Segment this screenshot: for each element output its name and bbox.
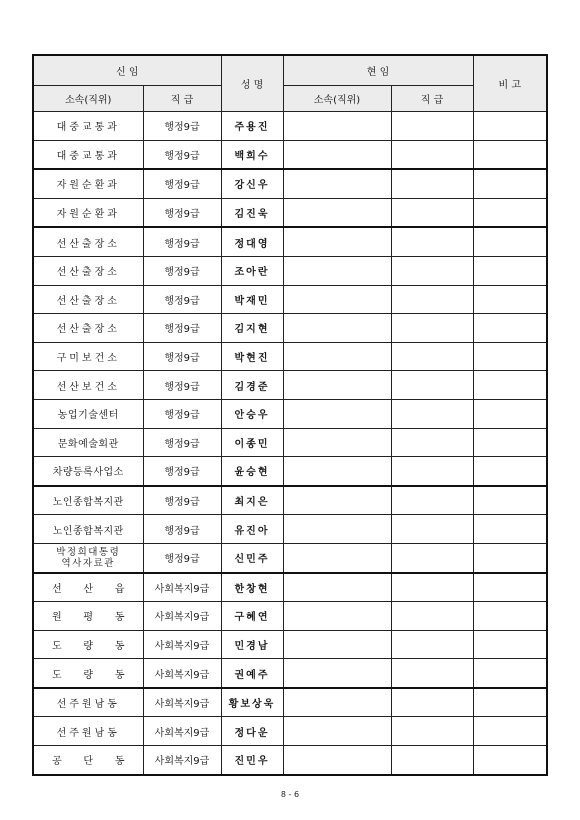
row-org: 문화예술회관 [33, 428, 143, 457]
table-row [33, 602, 547, 631]
row-org-char: 공 [52, 756, 62, 768]
row-org: 선산출장소 [33, 256, 143, 285]
row-cur-dept [283, 688, 391, 717]
row-name: 박재민 [221, 285, 283, 314]
row-grade: 사회복지9급 [143, 746, 221, 775]
row-remarks [473, 630, 547, 659]
row-org: 선산출장소 [33, 227, 143, 256]
row-remarks [473, 169, 547, 198]
row-grade: 행정9급 [143, 314, 221, 343]
row-name: 안승우 [221, 399, 283, 428]
row-remarks [473, 746, 547, 775]
row-remarks [473, 543, 547, 572]
header-new-post: 신 임 [33, 55, 221, 86]
row-cur-dept [283, 602, 391, 631]
row-org: 자원순환과 [33, 198, 143, 227]
table-row [33, 486, 547, 515]
row-name: 황보상욱 [221, 688, 283, 717]
table-row [33, 543, 547, 572]
row-grade: 사회복지9급 [143, 630, 221, 659]
row-cur-dept [283, 630, 391, 659]
row-org-char: 동 [114, 669, 125, 681]
row-remarks [473, 285, 547, 314]
header-new-dept: 소속(직위) [33, 86, 143, 112]
row-name: 최지은 [221, 486, 283, 515]
row-org-line1: 박정희대통령 [56, 546, 121, 558]
row-cur-grade [391, 659, 473, 688]
row-cur-grade [391, 602, 473, 631]
table-row [33, 659, 547, 688]
table-row [33, 140, 547, 169]
table-row [33, 573, 547, 602]
page-number: 8 - 6 [280, 790, 300, 799]
header-name: 성 명 [221, 55, 283, 112]
row-grade: 행정9급 [143, 486, 221, 515]
row-cur-dept [283, 140, 391, 169]
row-org-char: 읍 [114, 583, 125, 595]
row-remarks [473, 602, 547, 631]
row-remarks [473, 486, 547, 515]
row-name: 박현진 [221, 342, 283, 371]
row-cur-grade [391, 342, 473, 371]
row-remarks [473, 515, 547, 544]
row-remarks [473, 457, 547, 486]
row-org-char: 원 [52, 612, 62, 624]
row-name: 정다운 [221, 717, 283, 746]
row-grade: 행정9급 [143, 227, 221, 256]
table-row [33, 399, 547, 428]
row-org: 구미보건소 [33, 342, 143, 371]
row-remarks [473, 140, 547, 169]
row-org [33, 746, 143, 775]
row-org-char: 동 [114, 756, 125, 768]
row-remarks [473, 371, 547, 400]
row-org-char: 단 [83, 756, 94, 768]
row-org: 대중교통과 [33, 112, 143, 141]
row-remarks [473, 227, 547, 256]
row-name: 민경남 [221, 630, 283, 659]
row-cur-grade [391, 285, 473, 314]
row-org [33, 602, 143, 631]
row-org [33, 543, 143, 572]
header-current-post: 현 임 [283, 55, 473, 86]
row-name: 권예주 [221, 659, 283, 688]
row-cur-dept [283, 112, 391, 141]
row-org-char: 도 [52, 669, 62, 681]
row-cur-grade [391, 227, 473, 256]
row-cur-dept [283, 543, 391, 572]
row-org: 농업기술센터 [33, 399, 143, 428]
table-row [33, 314, 547, 343]
row-remarks [473, 342, 547, 371]
row-cur-dept [283, 486, 391, 515]
row-org-char: 도 [52, 640, 62, 652]
row-name: 백희수 [221, 140, 283, 169]
table-row [33, 630, 547, 659]
row-cur-dept [283, 659, 391, 688]
row-cur-grade [391, 573, 473, 602]
row-cur-grade [391, 688, 473, 717]
row-cur-dept [283, 457, 391, 486]
table-row [33, 285, 547, 314]
row-cur-grade [391, 399, 473, 428]
row-cur-dept [283, 342, 391, 371]
header-cur-dept: 소속(직위) [283, 86, 391, 112]
row-name: 한창현 [221, 573, 283, 602]
row-remarks [473, 256, 547, 285]
row-grade: 사회복지9급 [143, 602, 221, 631]
row-remarks [473, 688, 547, 717]
row-remarks [473, 112, 547, 141]
table-row [33, 256, 547, 285]
row-org: 선산출장소 [33, 314, 143, 343]
row-cur-grade [391, 717, 473, 746]
row-grade: 행정9급 [143, 169, 221, 198]
row-grade: 사회복지9급 [143, 573, 221, 602]
row-name: 조아란 [221, 256, 283, 285]
row-cur-grade [391, 746, 473, 775]
row-grade: 행정9급 [143, 371, 221, 400]
row-grade: 행정9급 [143, 342, 221, 371]
row-cur-dept [283, 746, 391, 775]
row-name: 윤승현 [221, 457, 283, 486]
header-remarks: 비 고 [473, 55, 547, 112]
row-name: 구혜연 [221, 602, 283, 631]
row-org-line2: 역사자료관 [61, 557, 115, 569]
row-remarks [473, 659, 547, 688]
row-name: 강신우 [221, 169, 283, 198]
row-grade: 행정9급 [143, 399, 221, 428]
row-cur-dept [283, 169, 391, 198]
row-cur-dept [283, 515, 391, 544]
row-name: 이종민 [221, 428, 283, 457]
row-grade: 행정9급 [143, 140, 221, 169]
table-row [33, 717, 547, 746]
row-name: 정대영 [221, 227, 283, 256]
row-org: 대중교통과 [33, 140, 143, 169]
row-grade: 행정9급 [143, 198, 221, 227]
row-cur-dept [283, 256, 391, 285]
row-cur-grade [391, 543, 473, 572]
row-grade: 사회복지9급 [143, 717, 221, 746]
row-org [33, 630, 143, 659]
row-org: 노인종합복지관 [33, 515, 143, 544]
row-org-char: 선 [52, 583, 62, 595]
row-name: 김지현 [221, 314, 283, 343]
row-cur-grade [391, 314, 473, 343]
row-grade: 행정9급 [143, 515, 221, 544]
row-org: 선주원남동 [33, 717, 143, 746]
row-name: 김경준 [221, 371, 283, 400]
row-remarks [473, 198, 547, 227]
row-org-char: 량 [83, 640, 94, 652]
row-cur-dept [283, 198, 391, 227]
table-row [33, 457, 547, 486]
personnel-table [32, 54, 548, 776]
row-cur-dept [283, 428, 391, 457]
row-remarks [473, 314, 547, 343]
table-row [33, 515, 547, 544]
row-cur-grade [391, 371, 473, 400]
row-remarks [473, 428, 547, 457]
row-cur-grade [391, 630, 473, 659]
row-org-char: 동 [114, 612, 125, 624]
row-org [33, 659, 143, 688]
row-grade: 행정9급 [143, 112, 221, 141]
row-grade: 사회복지9급 [143, 688, 221, 717]
table-row [33, 227, 547, 256]
row-cur-dept [283, 371, 391, 400]
table-row [33, 112, 547, 141]
row-cur-grade [391, 112, 473, 141]
row-org: 노인종합복지관 [33, 486, 143, 515]
row-grade: 행정9급 [143, 543, 221, 572]
table-row [33, 198, 547, 227]
header-new-grade: 직 급 [143, 86, 221, 112]
row-grade: 사회복지9급 [143, 659, 221, 688]
row-name: 신민주 [221, 543, 283, 572]
row-name: 유진아 [221, 515, 283, 544]
row-grade: 행정9급 [143, 285, 221, 314]
row-org [33, 573, 143, 602]
table-row [33, 688, 547, 717]
header-cur-grade: 직 급 [391, 86, 473, 112]
row-grade: 행정9급 [143, 457, 221, 486]
row-cur-dept [283, 227, 391, 256]
row-cur-dept [283, 573, 391, 602]
row-cur-dept [283, 314, 391, 343]
row-cur-grade [391, 515, 473, 544]
row-cur-grade [391, 457, 473, 486]
row-remarks [473, 573, 547, 602]
table-row [33, 371, 547, 400]
row-org: 차량등록사업소 [33, 457, 143, 486]
row-org: 자원순환과 [33, 169, 143, 198]
table-row [33, 169, 547, 198]
row-org: 선산보건소 [33, 371, 143, 400]
table-row [33, 342, 547, 371]
row-cur-grade [391, 428, 473, 457]
row-cur-grade [391, 256, 473, 285]
row-org: 선주원남동 [33, 688, 143, 717]
row-cur-dept [283, 399, 391, 428]
row-cur-grade [391, 198, 473, 227]
row-org-char: 동 [114, 640, 125, 652]
row-cur-grade [391, 140, 473, 169]
row-cur-grade [391, 169, 473, 198]
row-cur-dept [283, 717, 391, 746]
row-remarks [473, 399, 547, 428]
table-row [33, 428, 547, 457]
row-cur-dept [283, 285, 391, 314]
row-cur-grade [391, 486, 473, 515]
row-org-char: 량 [83, 669, 94, 681]
row-grade: 행정9급 [143, 428, 221, 457]
row-name: 김진욱 [221, 198, 283, 227]
row-remarks [473, 717, 547, 746]
row-org: 선산출장소 [33, 285, 143, 314]
row-name: 주용진 [221, 112, 283, 141]
row-org-char: 산 [83, 583, 94, 595]
row-org-char: 평 [83, 612, 94, 624]
row-grade: 행정9급 [143, 256, 221, 285]
table-row [33, 746, 547, 775]
row-name: 진민우 [221, 746, 283, 775]
